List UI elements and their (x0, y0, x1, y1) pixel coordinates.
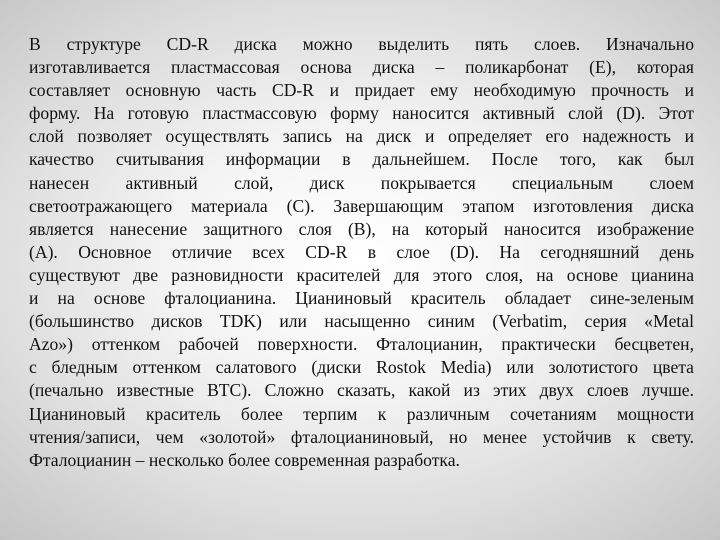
text-line: В структуре CD-R диска можно выделить пять слоев. Изначально (29, 34, 694, 54)
text-line: нанесен активный слой, диск покрывается специальным слоем (29, 172, 694, 193)
text-line: (A). Основное отличие всех CD-R в слое (D). На сегодняшний день (29, 241, 694, 262)
text-line: с бледным оттенком салатового (диски Rostok Media) или золотистого цвета (29, 357, 694, 378)
text-line: существуют две разновидности красителей для этого слоя, на основе цианина (29, 264, 694, 285)
text-line: составляет основную часть CD-R и придает ему необходимую прочность и (29, 80, 694, 101)
text-line: (печально известные BTC). Сложно сказать, какой из этих двух слоев лучше. (29, 380, 694, 401)
text-line: и на основе фталоцианина. Цианиновый краситель обладает сине-зеленым (29, 288, 694, 309)
text-line: Цианиновый краситель более терпим к различным сочетаниям мощности (29, 403, 694, 424)
text-line: форму. На готовую пластмассовую форму наносится активный слой (D). Этот (29, 103, 694, 124)
text-line: изготавливается пластмассовая основа диска – поликарбонат (E), которая (29, 57, 694, 78)
text-line: слой позволяет осуществлять запись на диск и определяет его надежность и (29, 126, 694, 147)
body-paragraph (29, 33, 694, 472)
text-line: Фталоцианин – несколько более современная разработка. (29, 449, 460, 470)
text-line: чтения/записи, чем «золотой» фталоцианиновый, но менее устойчив к свету. (29, 426, 694, 447)
text-line: Azo») оттенком рабочей поверхности. Фталоцианин, практически бесцветен, (29, 334, 694, 355)
text-line: качество считывания информации в дальнейшем. После того, как был (29, 149, 694, 170)
text-line: является нанесение защитного слоя (B), на который наносится изображение (29, 218, 694, 239)
text-line: (большинство дисков TDK) или насыщенно синим (Verbatim, серия «Metal (29, 311, 694, 332)
text-line: светоотражающего материала (C). Завершающим этапом изготовления диска (29, 195, 694, 216)
